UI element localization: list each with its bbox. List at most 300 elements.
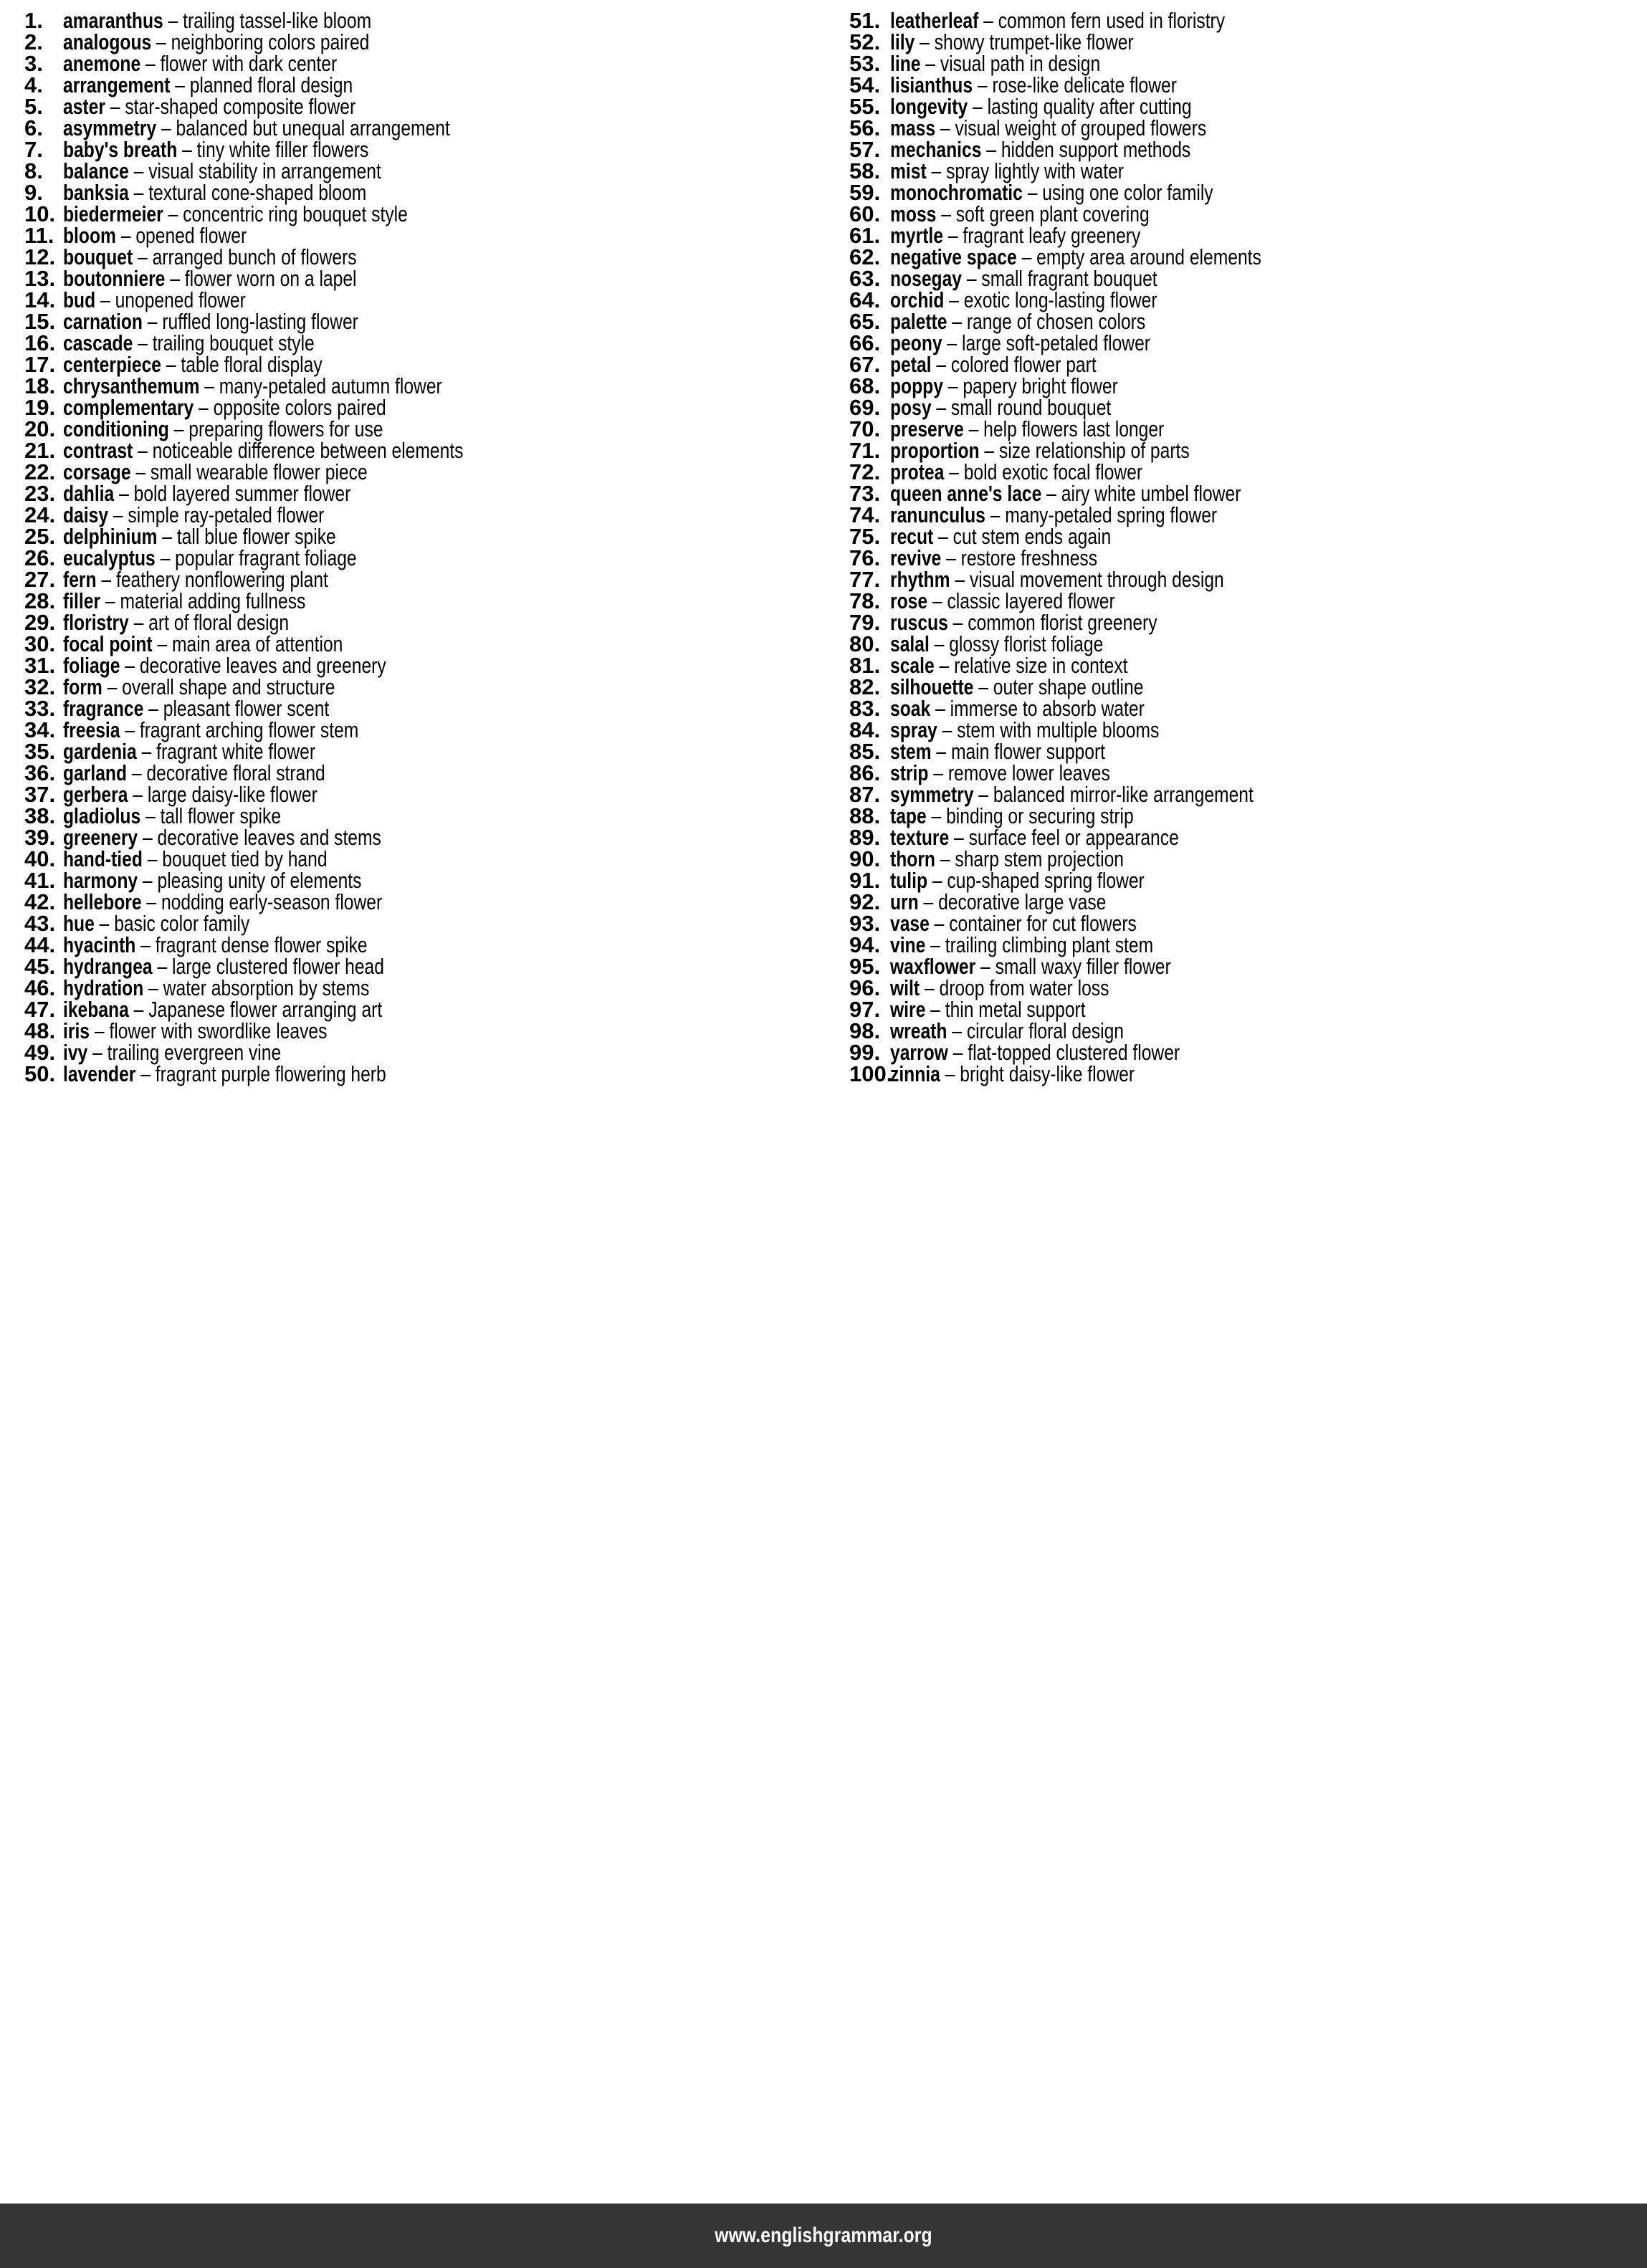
list-item-text (63, 569, 328, 590)
list-item-term: tulip (890, 868, 928, 893)
list-item-separator: – (199, 373, 219, 398)
list-item-term: greenery (63, 825, 138, 850)
list-item-term: preserve (890, 416, 964, 441)
list-item (849, 244, 1643, 269)
list-item-definition: size relationship of parts (998, 438, 1190, 463)
list-item-number: 31. (24, 653, 56, 678)
list-item-definition: tiny white filler flowers (196, 137, 369, 162)
list-item-term: queen anne's lace (890, 481, 1042, 506)
list-item-separator: – (141, 889, 161, 914)
list-item-separator: – (944, 459, 964, 484)
list-item-text (63, 612, 289, 633)
list-item (24, 311, 819, 332)
list-item-number: 55. (849, 94, 881, 119)
list-item-term: foliage (63, 653, 120, 678)
list-item (24, 676, 819, 698)
list-item-text (890, 741, 1105, 762)
list-item-separator: – (135, 932, 156, 957)
list-item-separator: – (942, 373, 963, 398)
list-item-definition: opened flower (135, 223, 247, 248)
list-item-separator: – (981, 137, 1001, 162)
list-item-definition: common florist greenery (968, 610, 1157, 635)
list-item-term: focal point (63, 631, 153, 656)
list-item-text (63, 547, 357, 569)
list-item-definition: fragrant dense flower spike (155, 932, 368, 957)
list-item-text (890, 569, 1224, 590)
list-item-definition: flat-topped clustered flower (968, 1040, 1180, 1065)
list-item-number: 90. (849, 846, 881, 871)
list-item (849, 827, 1643, 848)
list-item (24, 72, 819, 97)
list-item-number: 67. (849, 352, 881, 377)
list-item-term: garland (63, 760, 128, 785)
list-item-term: freesia (63, 717, 120, 742)
list-item-definition: main flower support (950, 739, 1106, 764)
list-item-number: 5. (24, 94, 43, 119)
list-item-text (63, 913, 249, 934)
list-item-term: hue (63, 911, 95, 936)
list-item-term: asymmetry (63, 115, 157, 140)
list-item-definition: surface feel or appearance (968, 825, 1179, 850)
list-item-definition: pleasing unity of elements (157, 868, 362, 893)
list-item-definition: stem with multiple blooms (957, 717, 1160, 742)
list-item-number: 92. (849, 889, 881, 914)
list-item-term: bud (63, 287, 96, 312)
list-item (849, 268, 1643, 290)
list-item-separator: – (115, 223, 136, 248)
list-item-term: biedermeier (63, 201, 163, 226)
list-item-term: gerbera (63, 782, 128, 807)
list-item-term: gardenia (63, 739, 137, 764)
footer-url: www.englishgrammar.org (715, 2224, 932, 2247)
list-item (849, 287, 1643, 312)
list-item-definition: fragrant purple flowering herb (155, 1061, 386, 1086)
list-item (24, 29, 819, 54)
list-item-text (63, 934, 368, 956)
list-item-number: 75. (849, 524, 881, 549)
list-item-term: balance (63, 158, 129, 183)
list-item-text (63, 201, 408, 226)
list-item-text (890, 440, 1190, 461)
list-item-separator: – (120, 717, 140, 742)
list-item-term: amaranthus (63, 8, 163, 33)
list-item-definition: trailing tassel-like bloom (183, 8, 372, 33)
list-item (24, 10, 819, 32)
list-item-term: harmony (63, 868, 138, 893)
list-item (849, 397, 1643, 418)
list-item (849, 719, 1643, 741)
list-item-separator: – (925, 932, 945, 957)
list-item-number: 21. (24, 438, 56, 463)
list-item-separator: – (177, 137, 197, 162)
list-item-text (63, 139, 368, 161)
list-item-definition: flower with swordlike leaves (109, 1018, 328, 1043)
list-item-definition: visual stability in arrangement (148, 158, 381, 183)
list-item (849, 53, 1643, 75)
list-item-number: 51. (849, 8, 881, 33)
list-item-separator: – (927, 868, 947, 893)
list-item-number: 54. (849, 72, 881, 97)
list-item-separator: – (931, 395, 951, 420)
list-item (849, 999, 1643, 1020)
list-item-term: wilt (890, 975, 920, 1000)
list-item (849, 483, 1643, 504)
list-item-text (890, 655, 1128, 676)
list-item-definition: unopened flower (115, 287, 246, 312)
list-item-definition: balanced mirror-like arrangement (993, 782, 1254, 807)
list-item-term: peony (890, 330, 942, 355)
list-item-definition: small fragrant bouquet (981, 266, 1157, 291)
list-item-number: 96. (849, 975, 881, 1000)
list-item (849, 848, 1643, 870)
list-item-definition: showy trumpet-like flower (934, 29, 1134, 54)
list-item-separator: – (931, 739, 951, 764)
list-item-number: 68. (849, 373, 881, 398)
list-item (849, 1042, 1643, 1063)
list-item-text (63, 287, 246, 312)
list-item-text (890, 461, 1142, 483)
list-item-separator: – (96, 567, 116, 592)
list-item-separator: – (915, 29, 935, 54)
list-item-separator: – (949, 825, 969, 850)
list-item-number: 69. (849, 395, 881, 420)
list-item-term: aster (63, 94, 105, 119)
list-item-text (63, 762, 325, 784)
list-item-text (63, 526, 336, 547)
list-item (849, 354, 1643, 375)
list-item-number: 59. (849, 180, 881, 205)
list-item-text (63, 805, 281, 827)
list-item-definition: container for cut flowers (949, 911, 1137, 936)
list-item-term: poppy (890, 373, 943, 398)
list-item-term: eucalyptus (63, 545, 156, 570)
list-item-text (890, 72, 1177, 97)
list-item-number: 57. (849, 137, 881, 162)
list-item-text (890, 53, 1100, 75)
list-item-separator: – (163, 8, 183, 33)
list-item (849, 201, 1643, 226)
list-item (24, 397, 819, 418)
list-item (24, 53, 819, 75)
list-item-text (63, 397, 386, 418)
list-item-separator: – (128, 997, 149, 1022)
list-item (24, 354, 819, 375)
list-item-text (890, 182, 1213, 204)
list-item (24, 655, 819, 676)
list-item-term: soak (890, 696, 931, 721)
list-item-separator: – (920, 51, 940, 76)
list-item-separator: – (961, 266, 982, 291)
list-item-separator: – (937, 717, 958, 742)
list-item (24, 418, 819, 440)
list-item-definition: spray lightly with water (946, 158, 1124, 183)
list-item (24, 483, 819, 504)
list-item-term: rhythm (890, 567, 950, 592)
list-item (849, 225, 1643, 247)
list-item-separator: – (136, 739, 157, 764)
list-item-term: zinnia (890, 1061, 940, 1086)
list-item-term: petal (890, 352, 932, 377)
list-item-text (63, 827, 381, 848)
list-item-separator: – (114, 481, 134, 506)
list-item (849, 440, 1643, 461)
list-item-definition: popular fragrant foliage (175, 545, 357, 570)
list-item-text (890, 244, 1261, 269)
list-item-text (63, 115, 450, 140)
list-item-text (890, 784, 1254, 805)
list-item-definition: decorative large vase (938, 889, 1107, 914)
list-item-definition: fragrant white flower (156, 739, 316, 764)
list-item-number: 70. (849, 416, 881, 441)
list-item-separator: – (156, 115, 176, 140)
list-item-definition: bold layered summer flower (133, 481, 351, 506)
list-item-number: 26. (24, 545, 56, 570)
list-item-text (63, 1020, 327, 1042)
list-item-term: wreath (890, 1018, 947, 1043)
list-item-term: silhouette (890, 674, 974, 699)
list-item-text (890, 676, 1143, 698)
list-item-definition: papery bright flower (963, 373, 1118, 398)
list-item-separator: – (128, 158, 149, 183)
list-item (24, 698, 819, 719)
list-item-number: 30. (24, 631, 56, 656)
list-item-term: bouquet (63, 244, 133, 269)
list-item-definition: tall blue flower spike (176, 524, 336, 549)
list-item (849, 158, 1643, 183)
list-item-term: contrast (63, 438, 133, 463)
list-item (849, 913, 1643, 934)
list-item-definition: cup-shaped spring flower (947, 868, 1145, 893)
list-item-definition: main area of attention (171, 631, 343, 656)
list-item-number: 76. (849, 545, 881, 570)
list-item-number: 89. (849, 825, 881, 850)
list-item-text (890, 870, 1145, 891)
list-item-term: stem (890, 739, 932, 764)
list-item-separator: – (87, 1040, 108, 1065)
list-item-definition: many-petaled spring flower (1005, 502, 1218, 527)
list-item-definition: preparing flowers for use (188, 416, 383, 441)
list-item-separator: – (102, 674, 123, 699)
list-item-text (63, 29, 370, 54)
list-item-separator: – (170, 72, 190, 97)
list-item-number: 99. (849, 1040, 881, 1065)
list-item-definition: relative size in context (954, 653, 1128, 678)
list-item-number: 14. (24, 287, 56, 312)
list-item (849, 870, 1643, 891)
list-item-text (890, 332, 1150, 354)
list-item-term: yarrow (890, 1040, 948, 1065)
list-item-term: lisianthus (890, 72, 973, 97)
list-item-separator: – (941, 545, 961, 570)
list-item-separator: – (918, 889, 939, 914)
list-item (849, 784, 1643, 805)
left-column (0, 0, 824, 1085)
list-item-number: 10. (24, 201, 56, 226)
list-item-separator: – (947, 309, 967, 334)
list-item-number: 42. (24, 889, 56, 914)
list-item-number: 28. (24, 588, 56, 613)
list-item-definition: fragrant leafy greenery (963, 223, 1141, 248)
list-item-term: chrysanthemum (63, 373, 200, 398)
list-item-text (890, 287, 1157, 312)
list-item-text (63, 461, 368, 483)
list-item-definition: neighboring colors paired (171, 29, 370, 54)
list-item-text (890, 848, 1124, 870)
list-item-separator: – (108, 502, 128, 527)
list-item (849, 698, 1643, 719)
list-item-number: 100. (849, 1061, 893, 1086)
list-item-definition: overall shape and structure (122, 674, 335, 699)
list-item-number: 37. (24, 782, 56, 807)
list-item (24, 440, 819, 461)
list-item-definition: sharp stem projection (955, 846, 1124, 871)
list-item-term: banksia (63, 180, 129, 205)
list-item-separator: – (140, 51, 161, 76)
list-item-separator: – (161, 352, 181, 377)
list-item-term: line (890, 51, 921, 76)
list-item-separator: – (1022, 180, 1043, 205)
list-item (24, 182, 819, 204)
list-item-separator: – (920, 975, 940, 1000)
list-item-separator: – (94, 911, 115, 936)
list-item-definition: help flowers last longer (983, 416, 1165, 441)
list-item-number: 34. (24, 717, 56, 742)
list-item-text (890, 29, 1134, 54)
list-item-text (63, 158, 381, 183)
list-item-number: 94. (849, 932, 881, 957)
list-item-separator: – (926, 803, 947, 828)
list-item-definition: droop from water loss (939, 975, 1109, 1000)
list-item (849, 956, 1643, 977)
list-item-number: 77. (849, 567, 881, 592)
list-item-number: 66. (849, 330, 881, 355)
list-item-number: 18. (24, 373, 56, 398)
list-item-separator: – (930, 696, 950, 721)
list-item-definition: material adding fullness (120, 588, 306, 613)
list-item-text (890, 612, 1157, 633)
list-item-text (63, 268, 357, 290)
list-item (24, 1042, 819, 1063)
list-item-number: 16. (24, 330, 56, 355)
list-item-separator: – (120, 653, 140, 678)
list-item-text (63, 977, 369, 999)
list-item-text (890, 633, 1103, 655)
list-item-separator: – (926, 158, 947, 183)
list-item-term: vase (890, 911, 930, 936)
list-item-text (63, 1063, 386, 1085)
list-item-definition: simple ray-petaled flower (128, 502, 325, 527)
list-item-number: 56. (849, 115, 881, 140)
list-item-term: vine (890, 932, 926, 957)
list-item-text (63, 590, 305, 612)
list-item-number: 15. (24, 309, 56, 334)
list-item-text (63, 375, 442, 397)
list-item-text (890, 1020, 1124, 1042)
list-item-term: lily (890, 29, 915, 54)
list-item-number: 27. (24, 567, 56, 592)
list-item-term: gladiolus (63, 803, 141, 828)
list-item-term: texture (890, 825, 950, 850)
list-item-text (63, 225, 247, 247)
list-item (24, 158, 819, 183)
list-item-term: spray (890, 717, 937, 742)
list-item-number: 33. (24, 696, 56, 721)
list-item-term: revive (890, 545, 942, 570)
list-item-separator: – (931, 352, 951, 377)
list-item-definition: trailing bouquet style (152, 330, 315, 355)
list-item-definition: bouquet tied by hand (162, 846, 328, 871)
list-item-number: 35. (24, 739, 56, 764)
list-item-term: salal (890, 631, 930, 656)
list-item-text (890, 977, 1109, 999)
list-item-term: anemone (63, 51, 141, 76)
list-item-separator: – (143, 975, 163, 1000)
list-item-definition: circular floral design (966, 1018, 1124, 1043)
list-item-term: waxflower (890, 954, 976, 979)
list-item (849, 741, 1643, 762)
list-item-number: 43. (24, 911, 56, 936)
list-item (24, 201, 819, 226)
list-item-text (63, 311, 358, 332)
list-item-text (63, 956, 384, 977)
list-item-term: filler (63, 588, 101, 613)
list-item (849, 461, 1643, 483)
list-item-separator: – (934, 653, 955, 678)
list-item-definition: airy white umbel flower (1061, 481, 1241, 506)
list-item-definition: using one color family (1042, 180, 1213, 205)
list-item-text (63, 1042, 281, 1063)
list-item-separator: – (935, 115, 955, 140)
list-item-text (890, 1063, 1135, 1085)
list-item-definition: glossy florist foliage (949, 631, 1104, 656)
list-item-text (890, 397, 1111, 418)
list-item-separator: – (140, 803, 161, 828)
list-item-number: 63. (849, 266, 881, 291)
list-item-number: 52. (849, 29, 881, 54)
list-item-text (890, 891, 1106, 913)
list-item-separator: – (950, 567, 970, 592)
list-item-number: 39. (24, 825, 56, 850)
list-item-number: 41. (24, 868, 56, 893)
list-item-number: 74. (849, 502, 881, 527)
list-item-definition: ruffled long-lasting flower (162, 309, 358, 334)
list-item (24, 934, 819, 956)
list-item (24, 956, 819, 977)
list-item-number: 80. (849, 631, 881, 656)
list-item-text (890, 504, 1217, 526)
list-item-number: 81. (849, 653, 881, 678)
list-item-separator: – (89, 1018, 110, 1043)
list-item-separator: – (138, 825, 158, 850)
list-item-term: conditioning (63, 416, 169, 441)
list-item (24, 633, 819, 655)
list-item (24, 504, 819, 526)
list-item-definition: outer shape outline (993, 674, 1144, 699)
list-item-number: 45. (24, 954, 56, 979)
list-item-text (890, 115, 1207, 140)
list-item-definition: large daisy-like flower (147, 782, 318, 807)
list-item (849, 891, 1643, 913)
list-item-definition: empty area around elements (1036, 244, 1261, 269)
list-item-definition: bright daisy-like flower (960, 1061, 1135, 1086)
list-item-number: 3. (24, 51, 43, 76)
list-item-text (63, 719, 358, 741)
list-item-term: floristry (63, 610, 129, 635)
list-item-term: nosegay (890, 266, 962, 291)
list-item (849, 418, 1643, 440)
list-item-term: arrangement (63, 72, 171, 97)
list-item (24, 225, 819, 247)
